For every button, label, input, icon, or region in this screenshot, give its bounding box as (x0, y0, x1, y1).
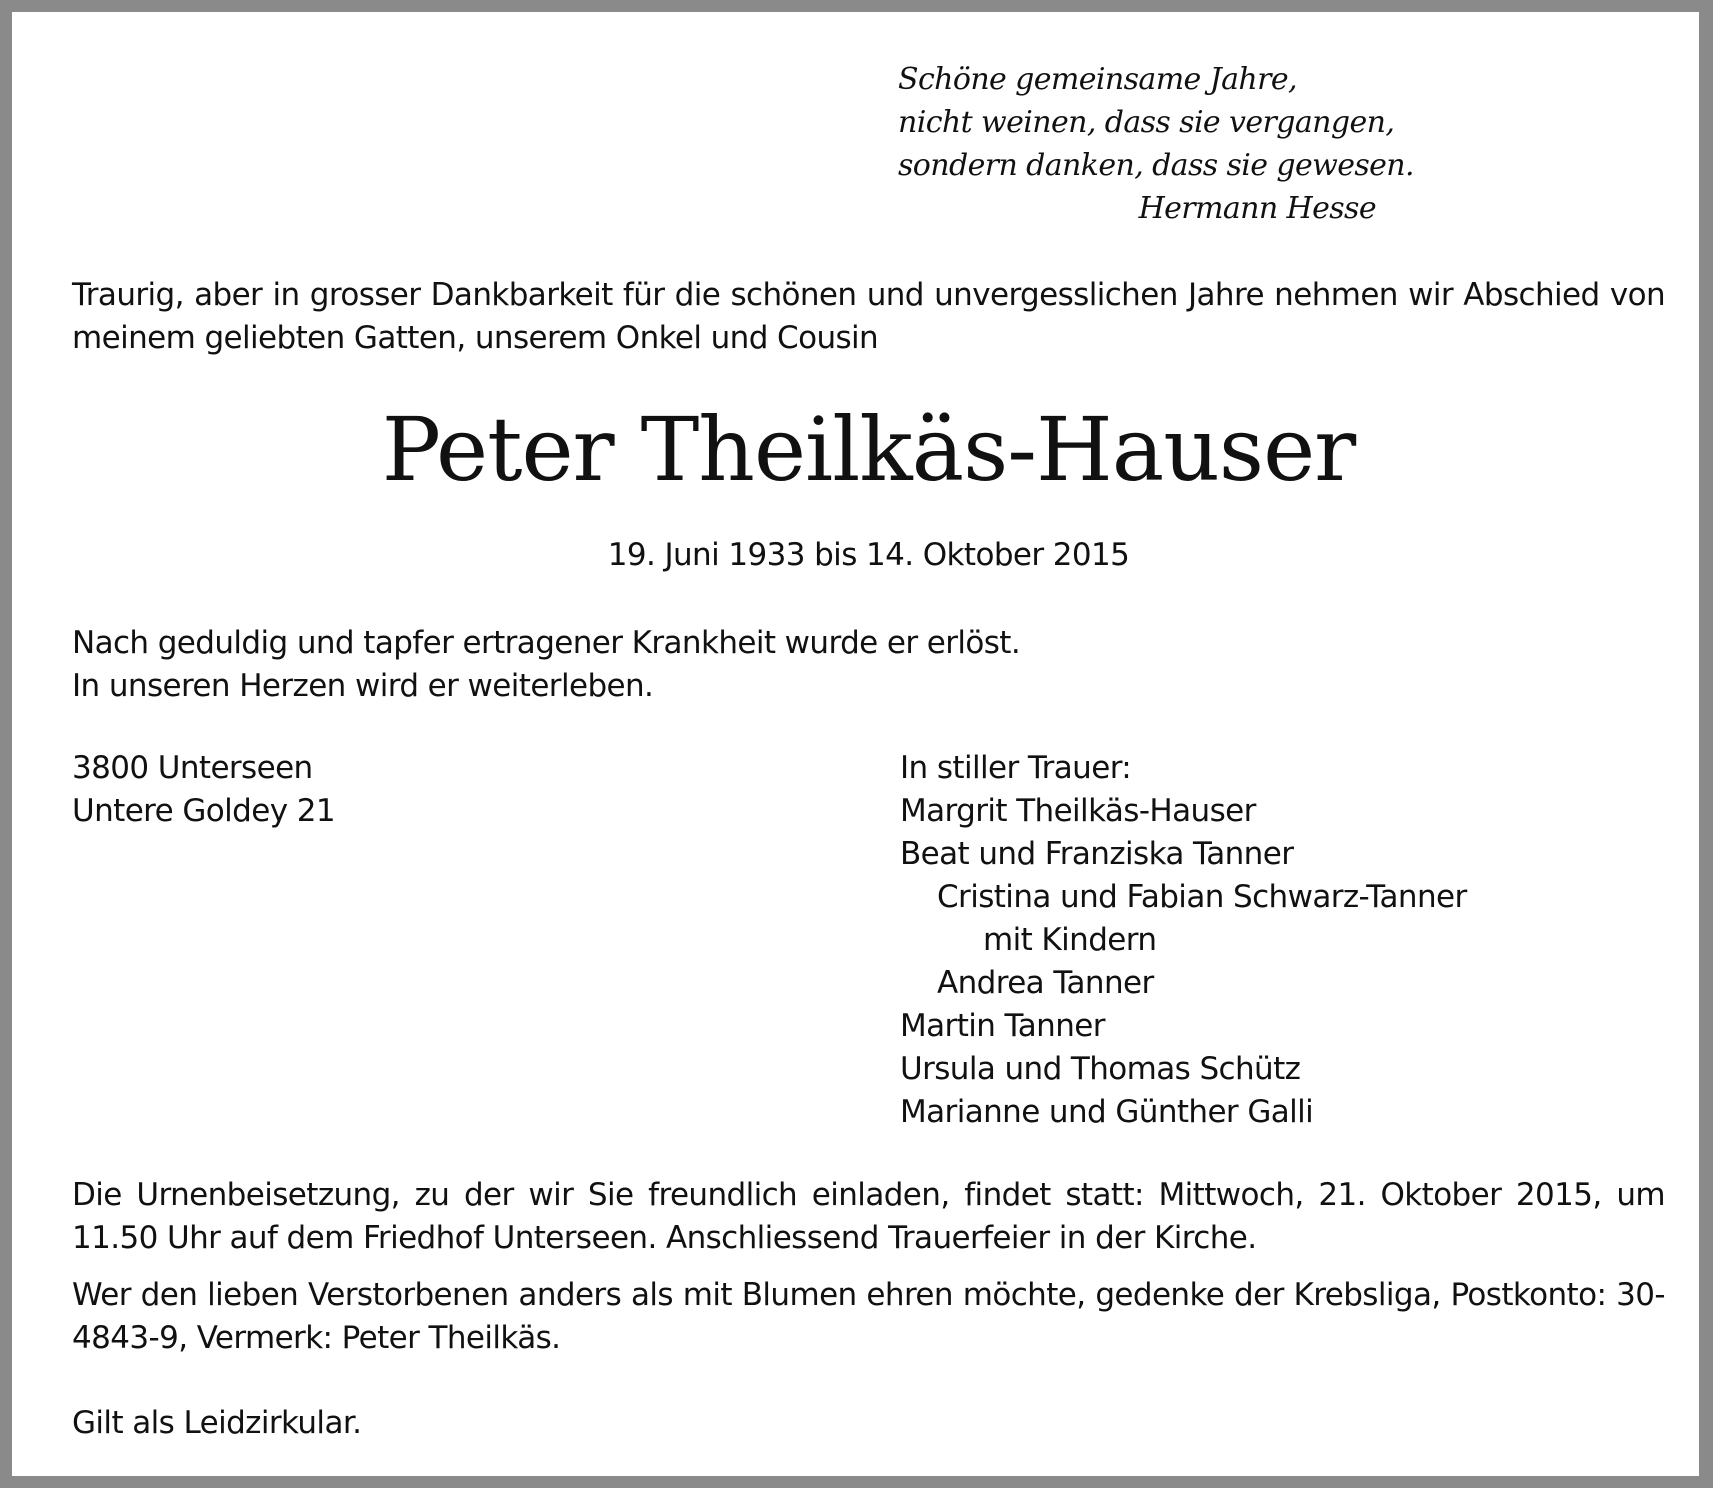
mourner-name: Marianne und Günther Galli (900, 1094, 1314, 1130)
life-dates: 19. Juni 1933 bis 14. Oktober 2015 (607, 537, 1130, 573)
mourners-block (900, 747, 1467, 1134)
mourner-name: Andrea Tanner (937, 965, 1154, 1001)
mourner-name: Martin Tanner (900, 1008, 1105, 1044)
quote-line: Schöne gemeinsame Jahre, (898, 62, 1297, 97)
mourner-name: Ursula und Thomas Schütz (900, 1051, 1301, 1087)
burial-paragraph: Die Urnenbeisetzung, zu der wir Sie freundlich einladen, findet statt: Mittwoch, 21. Oktober 2015, um 11.50 Uhr auf dem Friedhof Unterseen. Anschliessend Trauerfeier in der Kirche. (72, 1177, 1665, 1256)
address-street: Untere Goldey 21 (72, 793, 335, 829)
mourner-name: Beat und Franziska Tanner (900, 836, 1294, 872)
quote-line: sondern danken, dass sie gewesen. (898, 148, 1414, 183)
donation-paragraph: Wer den lieben Verstorbenen anders als mit Blumen ehren möchte, gedenke der Krebsliga, Postkonto: 30-4843-9, Vermerk: Peter Theilkäs. (72, 1277, 1665, 1356)
intro-paragraph: Traurig, aber in grosser Dankbarkeit für die schönen und unvergesslichen Jahre nehmen wir Abschied von meinem geliebten Gatten, unserem Onkel und Cousin (72, 277, 1665, 356)
deceased-name: Peter Theilkäs-Hauser (381, 398, 1356, 501)
hesse-quote (898, 58, 1414, 230)
address-city: 3800 Unterseen (72, 750, 313, 786)
closing-line: Nach geduldig und tapfer ertragener Krankheit wurde er erlöst. (72, 625, 1021, 661)
address-block (72, 747, 335, 833)
leidzirkular-note: Gilt als Leidzirkular. (72, 1405, 362, 1441)
mourners-heading: In stiller Trauer: (900, 750, 1132, 786)
mourner-name: mit Kindern (983, 922, 1157, 958)
mourner-name: Cristina und Fabian Schwarz-Tanner (937, 879, 1467, 915)
closing-line: In unseren Herzen wird er weiterleben. (72, 668, 654, 704)
quote-author: Hermann Hesse (1138, 191, 1376, 226)
mourner-name: Margrit Theilkäs-Hauser (900, 793, 1256, 829)
quote-line: nicht weinen, dass sie vergangen, (898, 105, 1395, 140)
closing-lines (72, 622, 1020, 708)
